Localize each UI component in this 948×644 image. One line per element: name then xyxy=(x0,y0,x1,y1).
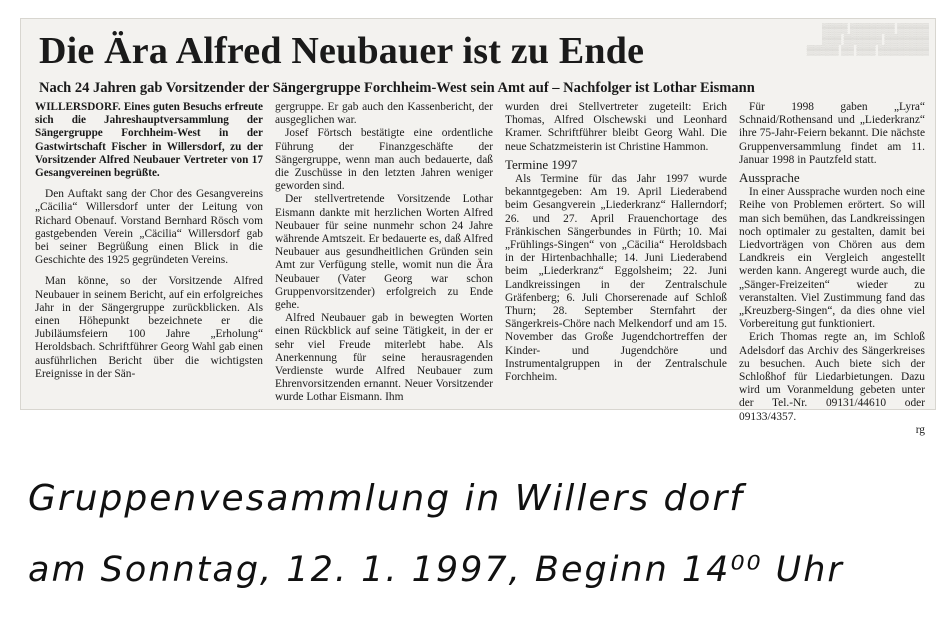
lead-paragraph: WILLERSDORF. Eines guten Besuchs erfreute sich die Jahreshauptversammlung der Sängergruppe Forchheim-West in der Gastwirtschaft Fischer in Willersdorf, zu der Vorsitzender Alfred Neubauer Vertreter von 17 Gesangvereinen begrüßte. xyxy=(35,101,263,180)
section-heading-termine: Termine 1997 xyxy=(505,156,578,172)
paragraph: Für 1998 gaben „Lyra“ Schnaid/Rothensand und „Liederkranz“ ihre 75-Jahr-Feiern bekannt. Die nächste Gruppenversammlung findet am 11. Januar 1998 in Pautzfeld statt. xyxy=(739,101,925,166)
article-column-1 xyxy=(35,101,263,381)
paragraph: gergruppe. Er gab auch den Kassenbericht, der ausgeglichen war. xyxy=(275,101,493,127)
article-subheadline: Nach 24 Jahren gab Vorsitzender der Sängergruppe Forchheim-West sein Amt auf – Nachfolger ist Lothar Eismann xyxy=(39,80,755,96)
handwritten-note-line-2: am Sonntag, 12. 1. 1997, Beginn 14⁰⁰ Uhr xyxy=(28,550,844,590)
handwritten-note-line-1: Gruppenvesammlung in Willers dorf xyxy=(28,478,744,519)
paragraph: In einer Aussprache wurden noch eine Reihe von Problemen erörtert. So will man sich bemühen, das Landkreissingen noch optimaler zu gestalten, damit bei Liedvorträgen von Chören aus dem Landkreis ein Vergleich angestellt werden kann. Angeregt wurde auch, die „Sänger-Freizeiten“ wieder zu veranstalten. Viel Zustimmung fand das „Kreuzberg-Singen“, da dies ohne viel Vorbereitung gut funktioniert. xyxy=(739,186,925,331)
article-column-4 xyxy=(739,101,925,437)
paragraph: Alfred Neubauer gab in bewegten Worten einen Rückblick auf seine Tätigkeit, in der er sehr viel Freude miterlebt habe. Als Anerkennung für seine herausragenden Verdienste wurde Alfred Neubauer zum Ehrenvorsitzenden ernannt. Neuer Vorsitzender wurde Lothar Eismann. Ihm xyxy=(275,312,493,404)
paragraph: Den Auftakt sang der Chor des Gesangvereins „Cäcilia“ Willersdorf unter der Leitung von Richard Obenauf. Vorstand Bernhard Rösch vom gastgebenden Verein „Cäcilia“ Willersdorf gab bei seiner Begrüßung einen Blick in die Geschichte des 1925 gegründeten Vereins. xyxy=(35,188,263,267)
paragraph: wurden drei Stellvertreter zugeteilt: Erich Thomas, Alfred Olschewski und Leonhard Kramer. Schriftführer bleibt Georg Wahl. Die neue Schatzmeisterin ist Christine Hammon. xyxy=(505,101,727,153)
newspaper-clipping xyxy=(20,18,936,436)
article-column-2 xyxy=(275,101,493,405)
paragraph: Der stellvertretende Vorsitzende Lothar Eismann dankte mit herzlichen Worten Alfred Neubauer für seine nunmehr schon 24 Jahre währende Amtszeit. Er bedauerte es, daß Alfred Neubauer aus gesundheitlichen Gründen sein Amt zur Verfügung stelle, womit nun die Ära Neubauer (Vater Georg war schon Gruppenvorsitzender) erfolgreich zu Ende gehe. xyxy=(275,193,493,312)
paragraph: Als Termine für das Jahr 1997 wurde bekanntgegeben: Am 19. April Liederabend beim Gesangverein „Liederkranz“ Hallerndorf; 26. und 27. April Frauenchortage des Fränkischen Sängerbundes in Fürth; 10. Mai „Frühlings-Singen“ von „Cäcilia“ Heroldsbach in der Hirtenbachhalle; 14. Juni Liederabend beim „Liederkranz“ Eggolsheim; 22. Juni Landkreissingen in der Zentralschule Gräfenberg; 6. Juli Chorserenade auf Schloß Thurn; 28. September Sternfahrt der Sängerkreis-Chöre nach Melkendorf und am 15. November das Große Jugendchortreffen der Kinder- und Jugendchöre und Instrumentalgruppen in der Zentralschule Forchheim. xyxy=(505,173,727,384)
paragraph: Josef Förtsch bestätigte eine ordentliche Führung der Finanzgeschäfte der Sängergruppe, wenn man auch bedauerte, daß die Zuschüsse in den letzten Jahren weniger geworden sind. xyxy=(275,127,493,193)
section-heading-aussprache: Aussprache xyxy=(739,170,800,186)
paragraph: Erich Thomas regte an, im Schloß Adelsdorf das Archiv des Sängerkreises zu besuchen. Auch biete sich der Schloßhof für Liedarbietungen. Dazu wird um Voranmeldung gebeten unter der Tel.-Nr. 09131/44610 oder 09133/4357. xyxy=(739,331,925,423)
author-signature: rg xyxy=(915,423,925,436)
bleed-through-text: ▒▒▒▒ ▒▒▒▒▒▒▒ ▒▒▒▒▒ ▒▒▒ ▒▒▒▒▒▒ ▒▒▒▒▒▒▒ ▒▒▒▒▒ ▒▒ ▒▒▒ ▒▒▒▒▒▒▒▒ xyxy=(806,23,929,55)
paragraph: Man könne, so der Vorsitzende Alfred Neubauer in seinem Bericht, auf ein erfolgreiches Jahr in der Sängergruppe zurückblicken. Als einen Höhepunkt bezeichnete er die Jubiläumsfeiern 100 Jahre „Erholung“ Heroldsbach. Schriftführer Georg Wahl gab einen ausführlichen Bericht über die wichtigsten Ereignisse in der Sän- xyxy=(35,275,263,380)
article-headline: Die Ära Alfred Neubauer ist zu Ende xyxy=(39,30,645,72)
article-column-3 xyxy=(505,101,727,384)
